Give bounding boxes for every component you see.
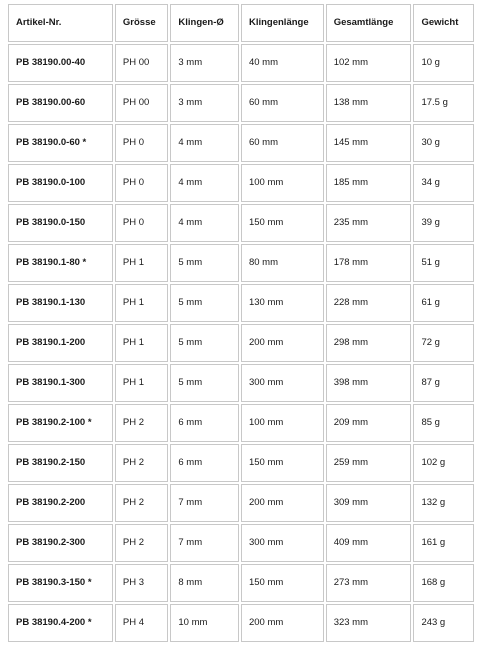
cell-weight: 102 g bbox=[413, 444, 474, 482]
cell-total-length: 398 mm bbox=[326, 364, 412, 402]
cell-total-length: 409 mm bbox=[326, 524, 412, 562]
cell-total-length: 259 mm bbox=[326, 444, 412, 482]
cell-size: PH 2 bbox=[115, 444, 168, 482]
cell-article-number: PB 38190.00-40 bbox=[8, 44, 113, 82]
cell-article-number: PB 38190.1-300 bbox=[8, 364, 113, 402]
table-row bbox=[8, 444, 474, 482]
cell-blade-length: 300 mm bbox=[241, 524, 324, 562]
cell-article-number: PB 38190.2-100 * bbox=[8, 404, 113, 442]
header-article-number: Artikel-Nr. bbox=[8, 4, 113, 42]
cell-blade-diameter: 5 mm bbox=[170, 244, 239, 282]
header-blade-length: Klingenlänge bbox=[241, 4, 324, 42]
cell-blade-diameter: 3 mm bbox=[170, 84, 239, 122]
cell-weight: 30 g bbox=[413, 124, 474, 162]
cell-size: PH 0 bbox=[115, 164, 168, 202]
product-spec-table bbox=[6, 2, 476, 644]
table-header bbox=[8, 4, 474, 42]
cell-blade-diameter: 10 mm bbox=[170, 604, 239, 642]
cell-blade-diameter: 7 mm bbox=[170, 524, 239, 562]
cell-size: PH 0 bbox=[115, 124, 168, 162]
header-row bbox=[8, 4, 474, 42]
cell-weight: 10 g bbox=[413, 44, 474, 82]
cell-total-length: 145 mm bbox=[326, 124, 412, 162]
cell-blade-length: 100 mm bbox=[241, 164, 324, 202]
cell-size: PH 2 bbox=[115, 524, 168, 562]
cell-blade-length: 200 mm bbox=[241, 604, 324, 642]
cell-size: PH 1 bbox=[115, 364, 168, 402]
cell-weight: 85 g bbox=[413, 404, 474, 442]
header-size: Grösse bbox=[115, 4, 168, 42]
cell-total-length: 323 mm bbox=[326, 604, 412, 642]
table-row bbox=[8, 324, 474, 362]
table-row bbox=[8, 124, 474, 162]
cell-blade-length: 150 mm bbox=[241, 564, 324, 602]
header-blade-diameter: Klingen-Ø bbox=[170, 4, 239, 42]
cell-blade-diameter: 3 mm bbox=[170, 44, 239, 82]
cell-blade-diameter: 5 mm bbox=[170, 364, 239, 402]
cell-size: PH 2 bbox=[115, 404, 168, 442]
cell-weight: 132 g bbox=[413, 484, 474, 522]
cell-blade-length: 40 mm bbox=[241, 44, 324, 82]
cell-blade-length: 130 mm bbox=[241, 284, 324, 322]
cell-blade-length: 60 mm bbox=[241, 124, 324, 162]
cell-blade-diameter: 6 mm bbox=[170, 404, 239, 442]
table-body bbox=[8, 44, 474, 642]
cell-article-number: PB 38190.1-200 bbox=[8, 324, 113, 362]
cell-weight: 72 g bbox=[413, 324, 474, 362]
cell-blade-diameter: 4 mm bbox=[170, 204, 239, 242]
cell-total-length: 178 mm bbox=[326, 244, 412, 282]
cell-weight: 34 g bbox=[413, 164, 474, 202]
cell-blade-length: 60 mm bbox=[241, 84, 324, 122]
cell-blade-diameter: 4 mm bbox=[170, 124, 239, 162]
table-row bbox=[8, 364, 474, 402]
cell-article-number: PB 38190.1-80 * bbox=[8, 244, 113, 282]
table-row bbox=[8, 404, 474, 442]
table-row bbox=[8, 284, 474, 322]
cell-weight: 39 g bbox=[413, 204, 474, 242]
table-row bbox=[8, 484, 474, 522]
cell-size: PH 1 bbox=[115, 244, 168, 282]
cell-blade-diameter: 7 mm bbox=[170, 484, 239, 522]
cell-blade-diameter: 6 mm bbox=[170, 444, 239, 482]
cell-weight: 61 g bbox=[413, 284, 474, 322]
table-row bbox=[8, 204, 474, 242]
cell-article-number: PB 38190.1-130 bbox=[8, 284, 113, 322]
cell-blade-length: 300 mm bbox=[241, 364, 324, 402]
cell-article-number: PB 38190.2-300 bbox=[8, 524, 113, 562]
table-row bbox=[8, 604, 474, 642]
cell-size: PH 2 bbox=[115, 484, 168, 522]
cell-size: PH 3 bbox=[115, 564, 168, 602]
cell-weight: 51 g bbox=[413, 244, 474, 282]
cell-weight: 161 g bbox=[413, 524, 474, 562]
cell-total-length: 138 mm bbox=[326, 84, 412, 122]
table-row bbox=[8, 84, 474, 122]
cell-article-number: PB 38190.00-60 bbox=[8, 84, 113, 122]
cell-total-length: 309 mm bbox=[326, 484, 412, 522]
cell-article-number: PB 38190.0-100 bbox=[8, 164, 113, 202]
cell-size: PH 00 bbox=[115, 84, 168, 122]
cell-blade-diameter: 5 mm bbox=[170, 324, 239, 362]
header-weight: Gewicht bbox=[413, 4, 474, 42]
table-row bbox=[8, 524, 474, 562]
cell-blade-length: 100 mm bbox=[241, 404, 324, 442]
cell-blade-length: 150 mm bbox=[241, 204, 324, 242]
cell-total-length: 228 mm bbox=[326, 284, 412, 322]
cell-article-number: PB 38190.2-200 bbox=[8, 484, 113, 522]
cell-weight: 168 g bbox=[413, 564, 474, 602]
cell-blade-length: 80 mm bbox=[241, 244, 324, 282]
cell-article-number: PB 38190.0-150 bbox=[8, 204, 113, 242]
cell-total-length: 209 mm bbox=[326, 404, 412, 442]
cell-size: PH 1 bbox=[115, 324, 168, 362]
cell-blade-diameter: 5 mm bbox=[170, 284, 239, 322]
cell-blade-diameter: 4 mm bbox=[170, 164, 239, 202]
table-row bbox=[8, 44, 474, 82]
cell-blade-length: 200 mm bbox=[241, 484, 324, 522]
cell-weight: 17.5 g bbox=[413, 84, 474, 122]
cell-article-number: PB 38190.2-150 bbox=[8, 444, 113, 482]
cell-article-number: PB 38190.0-60 * bbox=[8, 124, 113, 162]
cell-weight: 87 g bbox=[413, 364, 474, 402]
header-total-length: Gesamtlänge bbox=[326, 4, 412, 42]
cell-article-number: PB 38190.4-200 * bbox=[8, 604, 113, 642]
table-row bbox=[8, 244, 474, 282]
cell-size: PH 4 bbox=[115, 604, 168, 642]
table-row bbox=[8, 164, 474, 202]
cell-total-length: 102 mm bbox=[326, 44, 412, 82]
cell-total-length: 298 mm bbox=[326, 324, 412, 362]
cell-blade-diameter: 8 mm bbox=[170, 564, 239, 602]
cell-total-length: 273 mm bbox=[326, 564, 412, 602]
table-row bbox=[8, 564, 474, 602]
cell-blade-length: 150 mm bbox=[241, 444, 324, 482]
cell-blade-length: 200 mm bbox=[241, 324, 324, 362]
cell-total-length: 185 mm bbox=[326, 164, 412, 202]
cell-size: PH 00 bbox=[115, 44, 168, 82]
cell-article-number: PB 38190.3-150 * bbox=[8, 564, 113, 602]
cell-total-length: 235 mm bbox=[326, 204, 412, 242]
cell-size: PH 0 bbox=[115, 204, 168, 242]
cell-weight: 243 g bbox=[413, 604, 474, 642]
cell-size: PH 1 bbox=[115, 284, 168, 322]
